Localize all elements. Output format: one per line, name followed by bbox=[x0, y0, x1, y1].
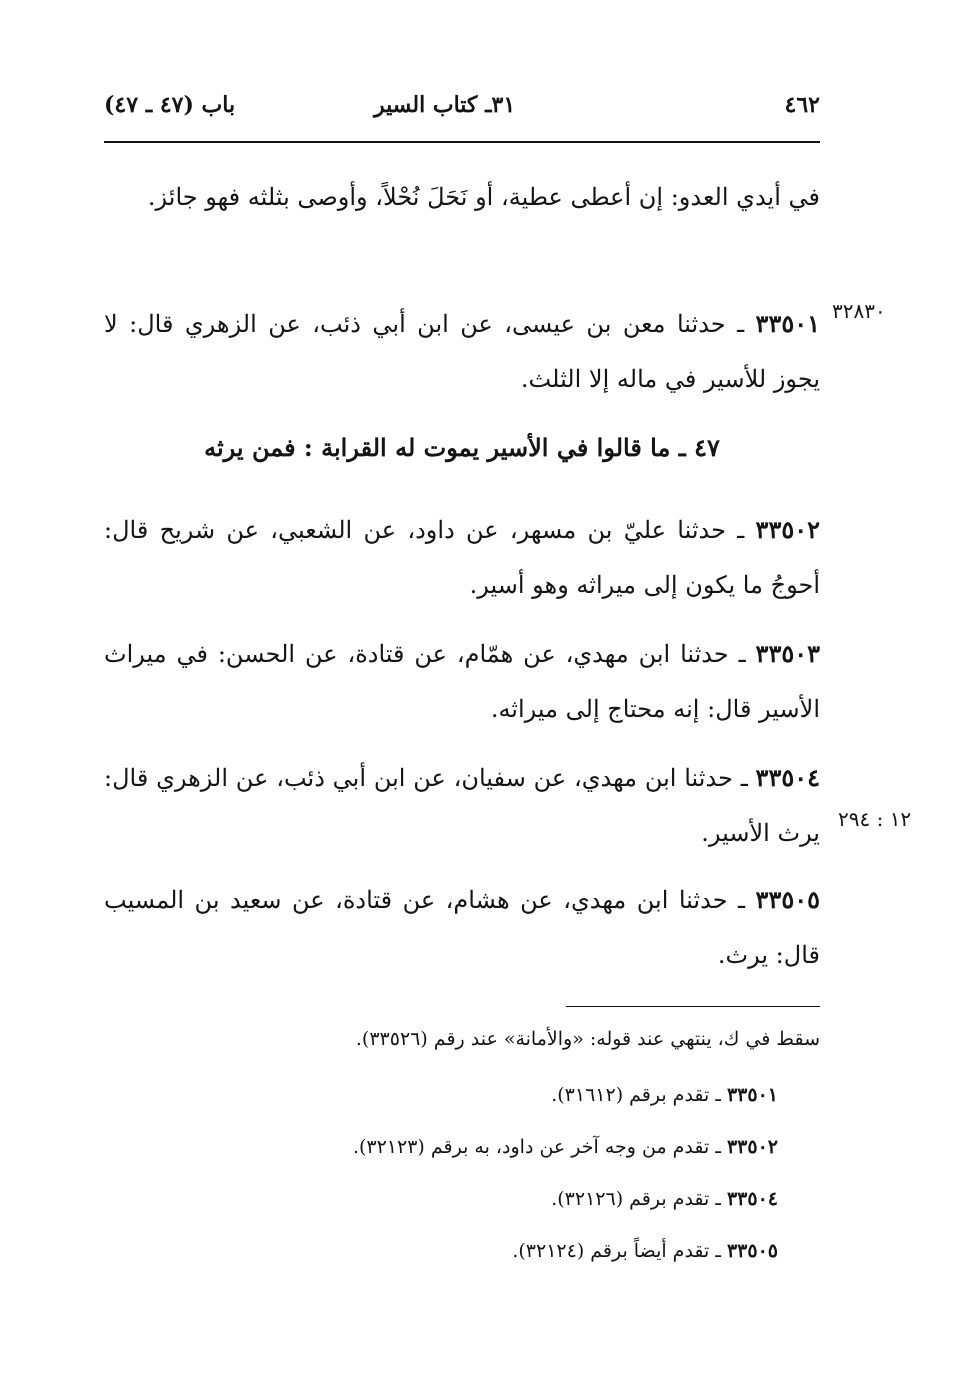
footnote bbox=[353, 1132, 778, 1162]
hadith-number: ٣٣٥٠٢ bbox=[755, 515, 820, 544]
footnote-number: ٣٣٥٠١ bbox=[726, 1084, 778, 1106]
hadith-paragraph bbox=[104, 626, 820, 737]
book-title: ٣١ـ كتاب السير bbox=[374, 92, 516, 118]
footnote bbox=[512, 1236, 778, 1266]
continuation-paragraph bbox=[104, 170, 820, 225]
footnote-text: ـ تقدم من وجه آخر عن داود، به برقم (٣٢١٢٣). bbox=[352, 1136, 727, 1158]
paragraph-text: في أيدي العدو: إن أعطى عطية، أو نَحَلَ نُحْلاً، وأوصى بثلثه فهو جائز. bbox=[147, 183, 820, 211]
hadith-text: ـ حدثنا ابن مهدي، عن هشام، عن قتادة، عن سعيد بن المسيب قال: يرث. bbox=[104, 886, 820, 969]
hadith-paragraph bbox=[104, 296, 820, 407]
running-header bbox=[104, 92, 820, 132]
hadith-number: ٣٣٥٠٣ bbox=[755, 639, 820, 668]
hadith-text: ـ حدثنا عليّ بن مسهر، عن داود، عن الشعبي، عن شريح قال: أحوجُ ما يكون إلى ميراثه وهو أسير. bbox=[104, 516, 820, 599]
hadith-number: ٣٣٥٠١ bbox=[755, 309, 820, 338]
margin-reference: ٣٢٨٣٠ bbox=[832, 299, 886, 323]
footnote-text: سقط في ك، ينتهي عند قوله: «والأمانة» عند رقم (٣٣٥٢٦). bbox=[355, 1028, 820, 1050]
hadith-paragraph bbox=[104, 872, 820, 983]
hadith-number: ٣٣٥٠٥ bbox=[755, 885, 820, 914]
hadith-text: ـ حدثنا معن بن عيسى، عن ابن أبي ذئب، عن الزهري قال: لا يجوز للأسير في ماله إلا الثلث. bbox=[104, 310, 820, 393]
footnote-number: ٣٣٥٠٤ bbox=[726, 1188, 778, 1210]
margin-reference: ١٢ : ٢٩٤ bbox=[838, 807, 912, 831]
footnote bbox=[551, 1080, 778, 1110]
footnote-text: ـ تقدم أيضاً برقم (٣٢١٢٤). bbox=[512, 1240, 727, 1262]
hadith-text: ـ حدثنا ابن مهدي، عن سفيان، عن ابن أبي ذئب، عن الزهري قال: يرث الأسير. bbox=[104, 764, 820, 847]
footnote-text: ـ تقدم برقم (٣٢١٢٦). bbox=[551, 1188, 727, 1210]
hadith-text: ـ حدثنا ابن مهدي، عن همّام، عن قتادة، عن الحسن: في ميراث الأسير قال: إنه محتاج إلى ميراثه. bbox=[104, 640, 820, 723]
footnote-rule bbox=[566, 1006, 820, 1007]
header-rule bbox=[104, 141, 820, 143]
hadith-paragraph bbox=[104, 750, 820, 861]
hadith-number: ٣٣٥٠٤ bbox=[755, 763, 820, 792]
chapter-reference: باب (٤٧ ـ ٤٧) bbox=[104, 92, 236, 118]
hadith-paragraph bbox=[104, 502, 820, 613]
footnote-text: ـ تقدم برقم (٣١٦١٢). bbox=[551, 1084, 727, 1106]
footnote-number: ٣٣٥٠٥ bbox=[726, 1240, 778, 1262]
footnote bbox=[356, 1024, 820, 1054]
footnote bbox=[551, 1184, 778, 1214]
section-heading: ٤٧ ـ ما قالوا في الأسير يموت له القرابة : فمن يرثه bbox=[204, 433, 720, 462]
page-number: ٤٦٢ bbox=[784, 92, 820, 118]
footnote-number: ٣٣٥٠٢ bbox=[726, 1136, 778, 1158]
